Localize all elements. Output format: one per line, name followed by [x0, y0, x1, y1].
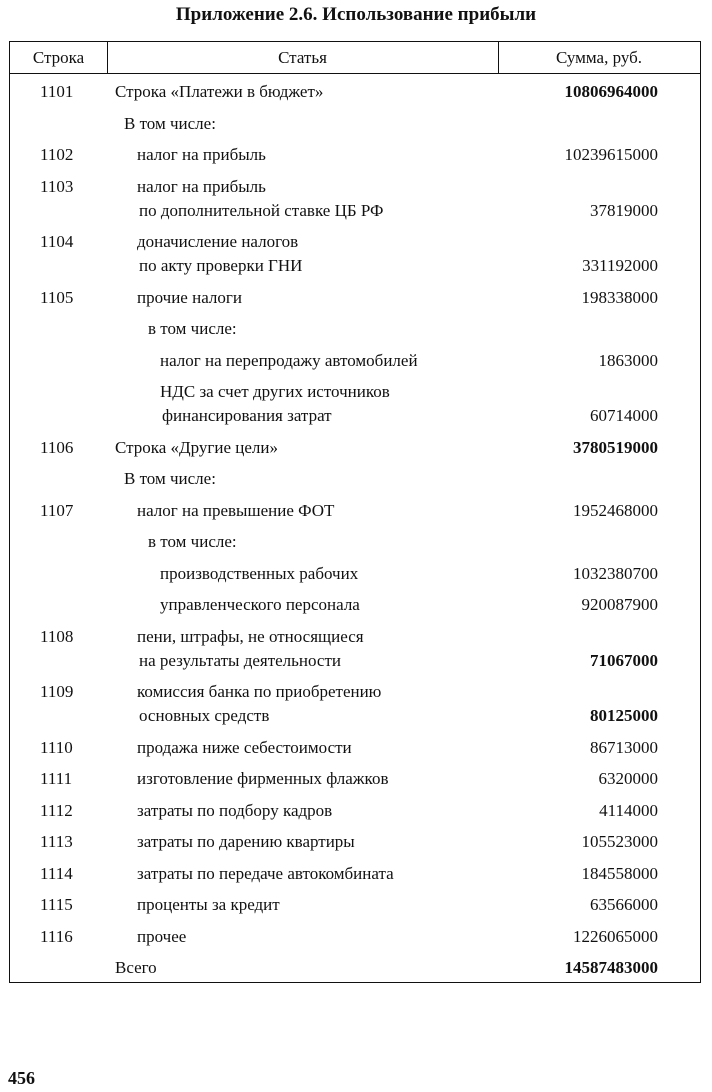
- page-title: Приложение 2.6. Использование прибыли: [175, 4, 537, 25]
- table-row: [10, 562, 700, 586]
- row-label-line: проценты за кредит: [137, 895, 280, 914]
- row-label: [160, 593, 360, 617]
- row-amount: 105523000: [581, 832, 658, 851]
- row-code: 1103: [40, 176, 74, 196]
- table-row: [10, 380, 700, 428]
- table-row: [10, 767, 700, 791]
- table-header: [10, 42, 700, 74]
- row-label: [137, 230, 302, 278]
- row-amount: 1863000: [598, 350, 658, 370]
- row-label: [137, 767, 388, 791]
- row-label-line: Строка «Другие цели»: [115, 437, 279, 457]
- row-label: [148, 530, 237, 554]
- row-amount: 63566000: [590, 895, 658, 914]
- row-label-line: налог на перепродажу автомобилей: [160, 350, 418, 370]
- row-label: [137, 499, 334, 523]
- row-label-line: по дополнительной ставке ЦБ РФ: [139, 200, 384, 220]
- profit-usage-table: [9, 41, 701, 983]
- row-label-line: доначисление налогов: [137, 232, 299, 251]
- row-label: [137, 175, 383, 223]
- page-number: 456: [8, 1068, 35, 1088]
- row-code: 1116: [40, 926, 73, 946]
- header-code: Строка: [10, 42, 108, 73]
- row-code: 1115: [40, 895, 73, 914]
- row-amount: 920087900: [581, 595, 658, 614]
- row-label-line: Всего: [115, 958, 157, 977]
- row-label-line: Строка «Платежи в бюджет»: [115, 82, 324, 101]
- table-row: [10, 436, 700, 460]
- row-label-line: пени, штрафы, не относящиеся: [137, 626, 364, 646]
- row-code: 1113: [40, 832, 73, 851]
- row-code: 1106: [40, 437, 74, 457]
- table-row: [10, 736, 700, 760]
- row-label: [137, 830, 355, 854]
- row-label-line: затраты по дарению квартиры: [137, 832, 355, 851]
- row-code: 1114: [40, 863, 73, 883]
- row-label-line: В том числе:: [124, 469, 216, 488]
- row-label: [137, 736, 352, 760]
- row-amount: 198338000: [581, 287, 658, 307]
- row-amount: 3780519000: [573, 437, 658, 457]
- row-amount: 60714000: [590, 406, 658, 425]
- row-label-line: НДС за счет других источников: [160, 382, 390, 401]
- row-label-line: в том числе:: [148, 532, 237, 551]
- row-label-line: изготовление фирменных флажков: [137, 769, 389, 788]
- table-row: [10, 593, 700, 617]
- row-label-line: финансирования затрат: [162, 406, 332, 425]
- row-code: 1109: [40, 682, 74, 701]
- row-label-line: затраты по подбору кадров: [137, 800, 333, 820]
- row-amount: 14587483000: [564, 958, 658, 977]
- row-label-line: на результаты деятельности: [139, 650, 342, 670]
- row-amount: 37819000: [590, 200, 658, 220]
- row-code: 1111: [40, 769, 73, 788]
- table-row: [10, 112, 700, 136]
- row-amount: 10806964000: [564, 82, 658, 101]
- row-label: [148, 317, 237, 341]
- table-row: [10, 893, 700, 917]
- row-label: [115, 436, 278, 460]
- row-code: 1110: [40, 737, 73, 757]
- row-code: 1107: [40, 500, 74, 520]
- table-row: [10, 925, 700, 949]
- row-label-line: продажа ниже себестоимости: [137, 737, 352, 757]
- row-amount: 1226065000: [573, 926, 658, 946]
- row-label: [160, 562, 358, 586]
- row-label: [137, 862, 394, 886]
- table-row: [10, 530, 700, 554]
- row-label-line: налог на прибыль: [137, 145, 266, 164]
- table-row: [10, 862, 700, 886]
- row-label: [115, 956, 157, 980]
- table-row: [10, 143, 700, 167]
- row-amount: 10239615000: [564, 145, 658, 164]
- row-label: [137, 680, 381, 728]
- table-row: [10, 349, 700, 373]
- row-label: [137, 143, 266, 167]
- table-row: [10, 286, 700, 310]
- row-code: 1104: [40, 232, 74, 251]
- row-amount: 86713000: [590, 737, 658, 757]
- row-code: 1108: [40, 626, 74, 646]
- table-row: [10, 499, 700, 523]
- table-row: [10, 175, 700, 223]
- row-label: [137, 286, 242, 310]
- row-amount: 1952468000: [573, 500, 658, 520]
- row-label: [124, 112, 216, 136]
- row-label: [137, 799, 332, 823]
- row-label-line: налог на превышение ФОТ: [137, 500, 335, 520]
- table-row: [10, 956, 700, 980]
- row-amount: 80125000: [590, 706, 658, 725]
- row-amount: 184558000: [581, 863, 658, 883]
- header-amount: Сумма, руб.: [555, 48, 643, 67]
- row-code: 1105: [40, 287, 74, 307]
- row-amount: 331192000: [582, 256, 658, 275]
- row-label: [137, 625, 364, 673]
- row-label: [115, 80, 323, 104]
- table-row: [10, 625, 700, 673]
- table-row: [10, 317, 700, 341]
- table-row: [10, 230, 700, 278]
- row-label-line: производственных рабочих: [160, 563, 359, 583]
- row-label-line: основных средств: [139, 706, 270, 725]
- row-label-line: управленческого персонала: [160, 595, 360, 614]
- row-amount: 4114000: [599, 800, 658, 820]
- row-label: [137, 893, 280, 917]
- row-label-line: комиссия банка по приобретению: [137, 682, 382, 701]
- row-amount: 1032380700: [573, 563, 658, 583]
- row-label-line: налог на прибыль: [137, 176, 266, 196]
- row-label: [160, 349, 418, 373]
- row-label-line: по акту проверки ГНИ: [139, 256, 303, 275]
- table-row: [10, 680, 700, 728]
- row-code: 1102: [40, 145, 74, 164]
- row-label: [124, 467, 216, 491]
- row-amount: 71067000: [590, 650, 658, 670]
- row-label-line: В том числе:: [124, 113, 216, 133]
- row-code: 1112: [40, 800, 73, 820]
- row-label-line: в том числе:: [148, 319, 237, 338]
- table-row: [10, 799, 700, 823]
- table-row: [10, 80, 700, 104]
- row-label: [137, 925, 186, 949]
- table-row: [10, 830, 700, 854]
- table-row: [10, 467, 700, 491]
- row-label-line: затраты по передаче автокомбината: [137, 863, 394, 883]
- row-amount: 6320000: [598, 769, 658, 788]
- row-label-line: прочее: [137, 926, 187, 946]
- header-item: Статья: [107, 42, 499, 73]
- row-label: [160, 380, 390, 428]
- row-code: 1101: [40, 82, 74, 101]
- row-label-line: прочие налоги: [137, 287, 242, 307]
